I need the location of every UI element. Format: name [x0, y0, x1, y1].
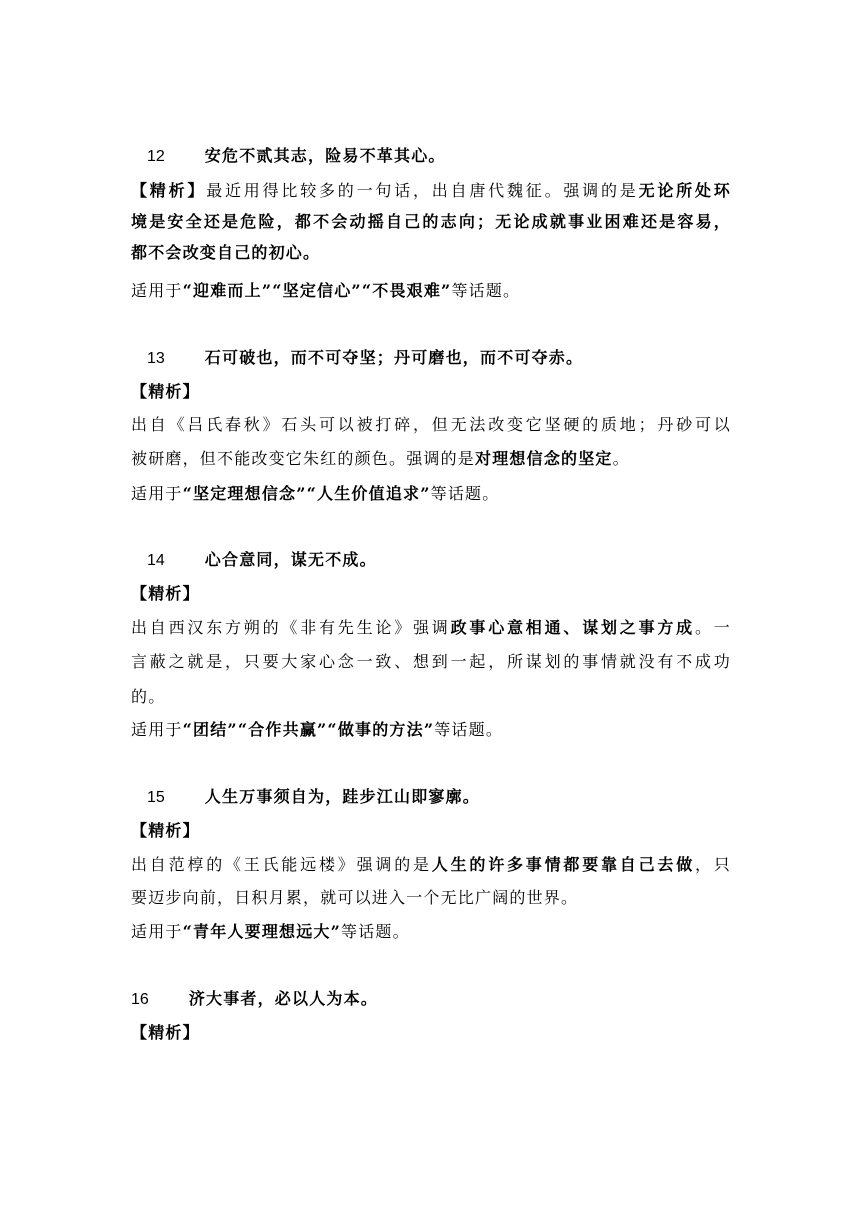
- analysis-label: 【精析】: [131, 821, 200, 840]
- entry-quote: 石可破也，而不可夺坚；丹可磨也，而不可夺赤。: [204, 348, 584, 367]
- analysis-text: 要迈步向前，日积月累，就可以进入一个无比广阔的世界。: [131, 888, 579, 907]
- entry-heading-13: [147, 347, 747, 370]
- analysis-text: 出自西汉东方朔的《非有先生论》强调: [131, 618, 451, 637]
- apply-topics: “坚定理想信念”“人生价值追求”: [182, 484, 431, 503]
- apply-prefix: 适用于: [131, 281, 183, 300]
- analysis-text: 最近用得比较多的一句话，出自唐代魏征。强调的是: [206, 181, 639, 200]
- analysis-line: [131, 854, 731, 876]
- analysis-label: 【精析】: [131, 584, 200, 603]
- entry-quote: 济大事者，必以人为本。: [188, 989, 378, 1008]
- apply-prefix: 适用于: [131, 484, 183, 503]
- analysis-line: [131, 211, 731, 233]
- applicable-topics: [131, 280, 731, 302]
- apply-prefix: 适用于: [131, 720, 183, 739]
- analysis-emphasis: 无论所处环: [638, 181, 731, 200]
- analysis-text: 出自《吕氏春秋》石头可以被打碎，但无法改变它坚硬的质地；丹砂可以: [131, 415, 731, 434]
- entry-number: 12: [147, 148, 165, 165]
- analysis-emphasis: 政事心意相通、谋划之事方成: [450, 618, 695, 637]
- entry-quote: 安危不贰其志，险易不革其心。: [204, 146, 446, 165]
- applicable-topics: [131, 719, 731, 741]
- analysis-line: [131, 686, 731, 708]
- apply-suffix: 等话题。: [434, 720, 504, 739]
- analysis-text: 。一: [695, 618, 731, 637]
- analysis-emphasis: 境是安全还是危险，都不会动摇自己的志向；无论成就事业困难还是容易，: [131, 212, 731, 231]
- analysis-label: 【精析】: [131, 1023, 200, 1042]
- apply-suffix: 等话题。: [341, 922, 410, 941]
- analysis-text: 出自范椁的《王氏能远楼》强调的是: [131, 855, 432, 874]
- entry-quote: 心合意同，谋无不成。: [204, 550, 377, 569]
- entry-quote: 人生万事须自为，跬步江山即寥廓。: [204, 787, 480, 806]
- analysis-label: 【精析】: [131, 382, 200, 401]
- applicable-topics: [131, 483, 731, 505]
- analysis-text: 言蔽之就是，只要大家心念一致、想到一起，所谋划的事情就没有不成功: [131, 652, 731, 671]
- apply-topics: “团结”“合作共赢”“做事的方法”: [182, 720, 435, 739]
- entry-heading-16: [131, 988, 731, 1011]
- entry-heading-12: [147, 145, 747, 168]
- entry-number: 13: [147, 350, 165, 367]
- analysis-emphasis: 都不会改变自己的初心。: [131, 243, 321, 262]
- analysis-line: [131, 617, 731, 639]
- analysis-emphasis: 人生的许多事情都要靠自己去做: [431, 855, 695, 874]
- entry-number: 16: [131, 991, 149, 1008]
- analysis-line: [131, 414, 731, 436]
- analysis-emphasis: 对理想信念的坚定: [475, 449, 613, 468]
- entry-heading-15: [147, 786, 747, 809]
- entry-heading-14: [147, 549, 747, 572]
- analysis-line: [131, 651, 731, 673]
- entry-number: 14: [147, 552, 165, 569]
- entry-number: 15: [147, 789, 165, 806]
- analysis-label: 【精析】: [131, 181, 207, 200]
- apply-topics: “迎难而上”“坚定信心”“不畏艰难”: [182, 281, 452, 300]
- analysis-line: [131, 887, 731, 909]
- analysis-text: ，只: [695, 855, 731, 874]
- applicable-topics: [131, 921, 731, 943]
- analysis-line: [131, 242, 731, 264]
- analysis-text: 被研磨，但不能改变它朱红的颜色。强调的是: [131, 449, 476, 468]
- analysis-line: [131, 448, 731, 470]
- analysis-text: 的。: [131, 687, 166, 706]
- apply-topics: “青年人要理想远大”: [182, 922, 342, 941]
- apply-suffix: 等话题。: [451, 281, 521, 300]
- apply-suffix: 等话题。: [430, 484, 500, 503]
- analysis-text: 。: [612, 449, 630, 468]
- apply-prefix: 适用于: [131, 922, 183, 941]
- analysis-line: [131, 180, 731, 202]
